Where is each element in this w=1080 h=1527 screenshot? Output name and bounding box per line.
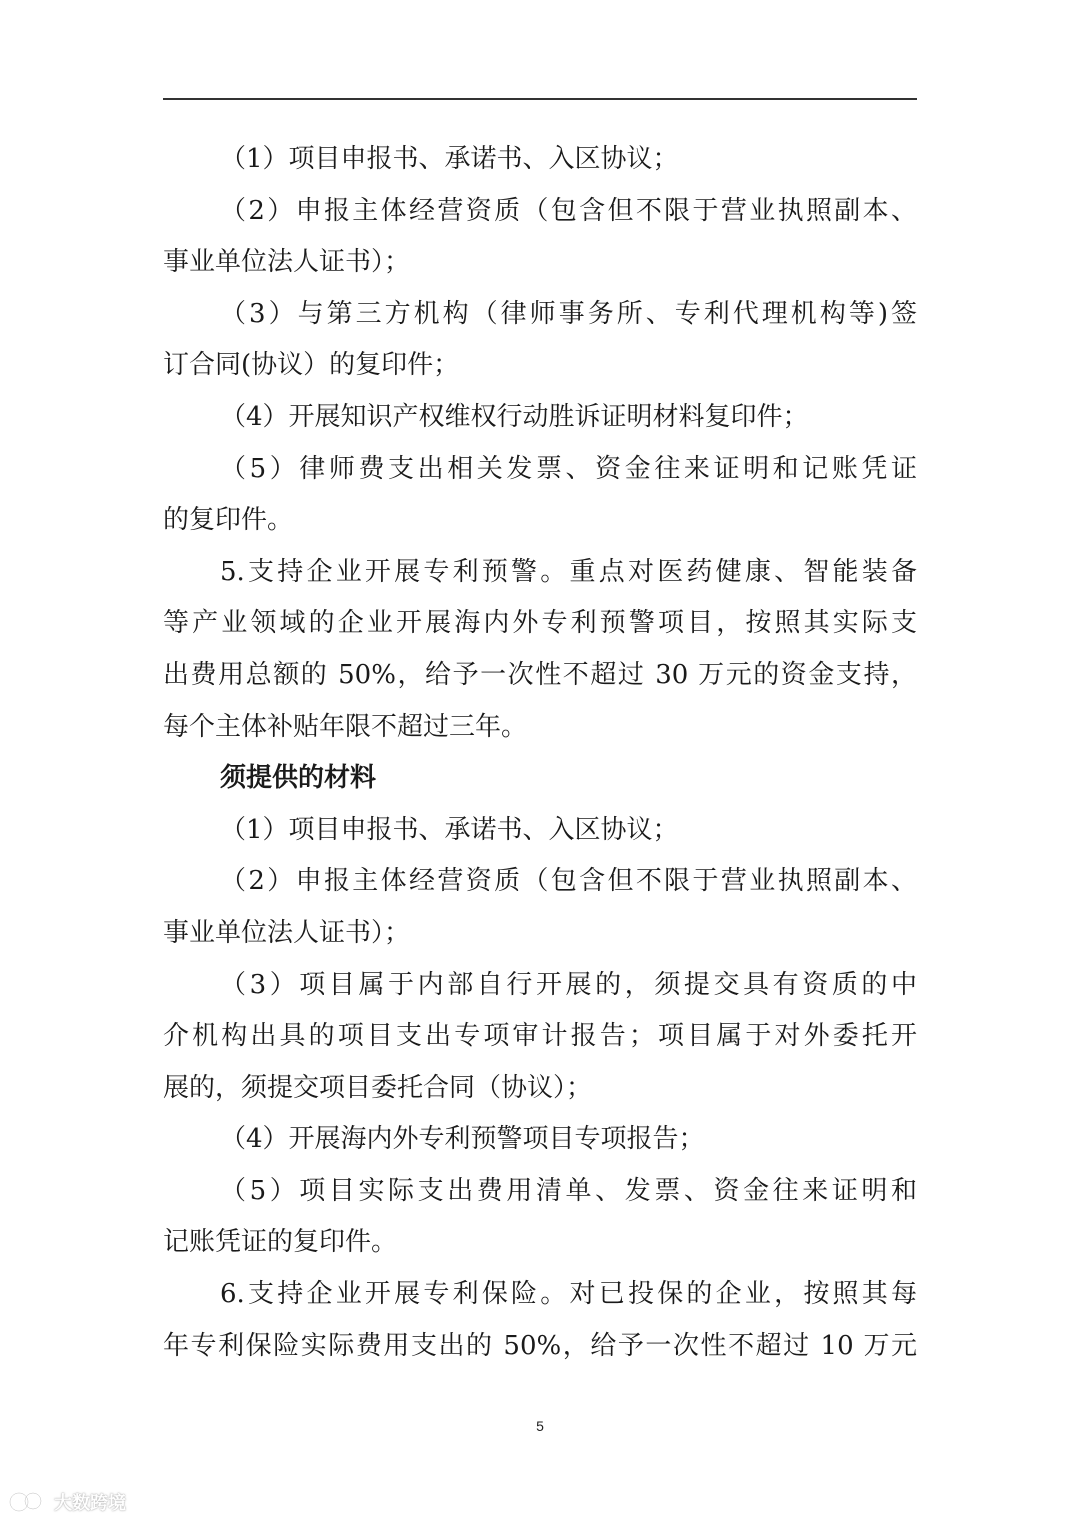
watermark — [8, 1487, 126, 1517]
paragraph — [163, 805, 917, 857]
paragraph — [163, 134, 917, 186]
text-line: 须提供的材料 — [220, 763, 377, 794]
watermark-text: 大数跨境 — [54, 1493, 126, 1514]
text-line: （5）律师费支出相关发票、资金往来证明和记账凭证 — [220, 453, 917, 484]
paragraph — [163, 392, 917, 444]
document-body — [163, 134, 917, 1372]
text-line: 出费用总额的 50%，给予一次性不超过 30 万元的资金支持， — [163, 659, 917, 690]
text-line: 事业单位法人证书）； — [163, 247, 411, 278]
text-line: 的复印件。 — [163, 505, 294, 536]
paragraph — [163, 444, 917, 547]
text-line: 等产业领域的企业开展海内外专利预警项目，按照其实际支 — [163, 608, 917, 639]
text-line: 记账凭证的复印件。 — [163, 1227, 398, 1258]
paragraph — [163, 753, 917, 805]
text-line: 6.支持企业开展专利保险。对已投保的企业，按照其每 — [220, 1279, 917, 1310]
text-line: （3）项目属于内部自行开展的，须提交具有资质的中 — [220, 969, 917, 1000]
paragraph — [163, 1269, 917, 1372]
page-number: 5 — [536, 1418, 544, 1434]
paragraph — [163, 186, 917, 289]
text-line: （2）申报主体经营资质（包含但不限于营业执照副本、 — [220, 195, 917, 226]
text-line: （4）开展知识产权维权行动胜诉证明材料复印件； — [220, 401, 809, 432]
header-rule — [163, 98, 917, 100]
text-line: （3）与第三方机构（律师事务所、专利代理机构等)签 — [220, 298, 917, 329]
text-line: （1）项目申报书、承诺书、入区协议； — [220, 814, 679, 845]
weibo-chat-logo-icon — [8, 1489, 48, 1515]
paragraph — [163, 960, 917, 1115]
text-line: 订合同(协议）的复印件； — [163, 350, 460, 381]
paragraph — [163, 1166, 917, 1269]
text-line: 年专利保险实际费用支出的 50%，给予一次性不超过 10 万元 — [163, 1330, 917, 1361]
text-line: 介机构出具的项目支出专项审计报告；项目属于对外委托开 — [163, 1021, 917, 1052]
text-line: 每个主体补贴年限不超过三年。 — [163, 711, 528, 742]
text-line: （5）项目实际支出费用清单、发票、资金往来证明和 — [220, 1175, 917, 1206]
paragraph — [163, 289, 917, 392]
text-line: 事业单位法人证书）； — [163, 917, 411, 948]
paragraph — [163, 1114, 917, 1166]
text-line: （4）开展海内外专利预警项目专项报告； — [220, 1124, 705, 1155]
text-line: 5.支持企业开展专利预警。重点对医药健康、智能装备 — [220, 556, 917, 587]
paragraph — [163, 856, 917, 959]
text-line: 展的，须提交项目委托合同（协议）； — [163, 1072, 593, 1103]
text-line: （2）申报主体经营资质（包含但不限于营业执照副本、 — [220, 866, 917, 897]
text-line: （1）项目申报书、承诺书、入区协议； — [220, 144, 679, 174]
paragraph — [163, 547, 917, 753]
